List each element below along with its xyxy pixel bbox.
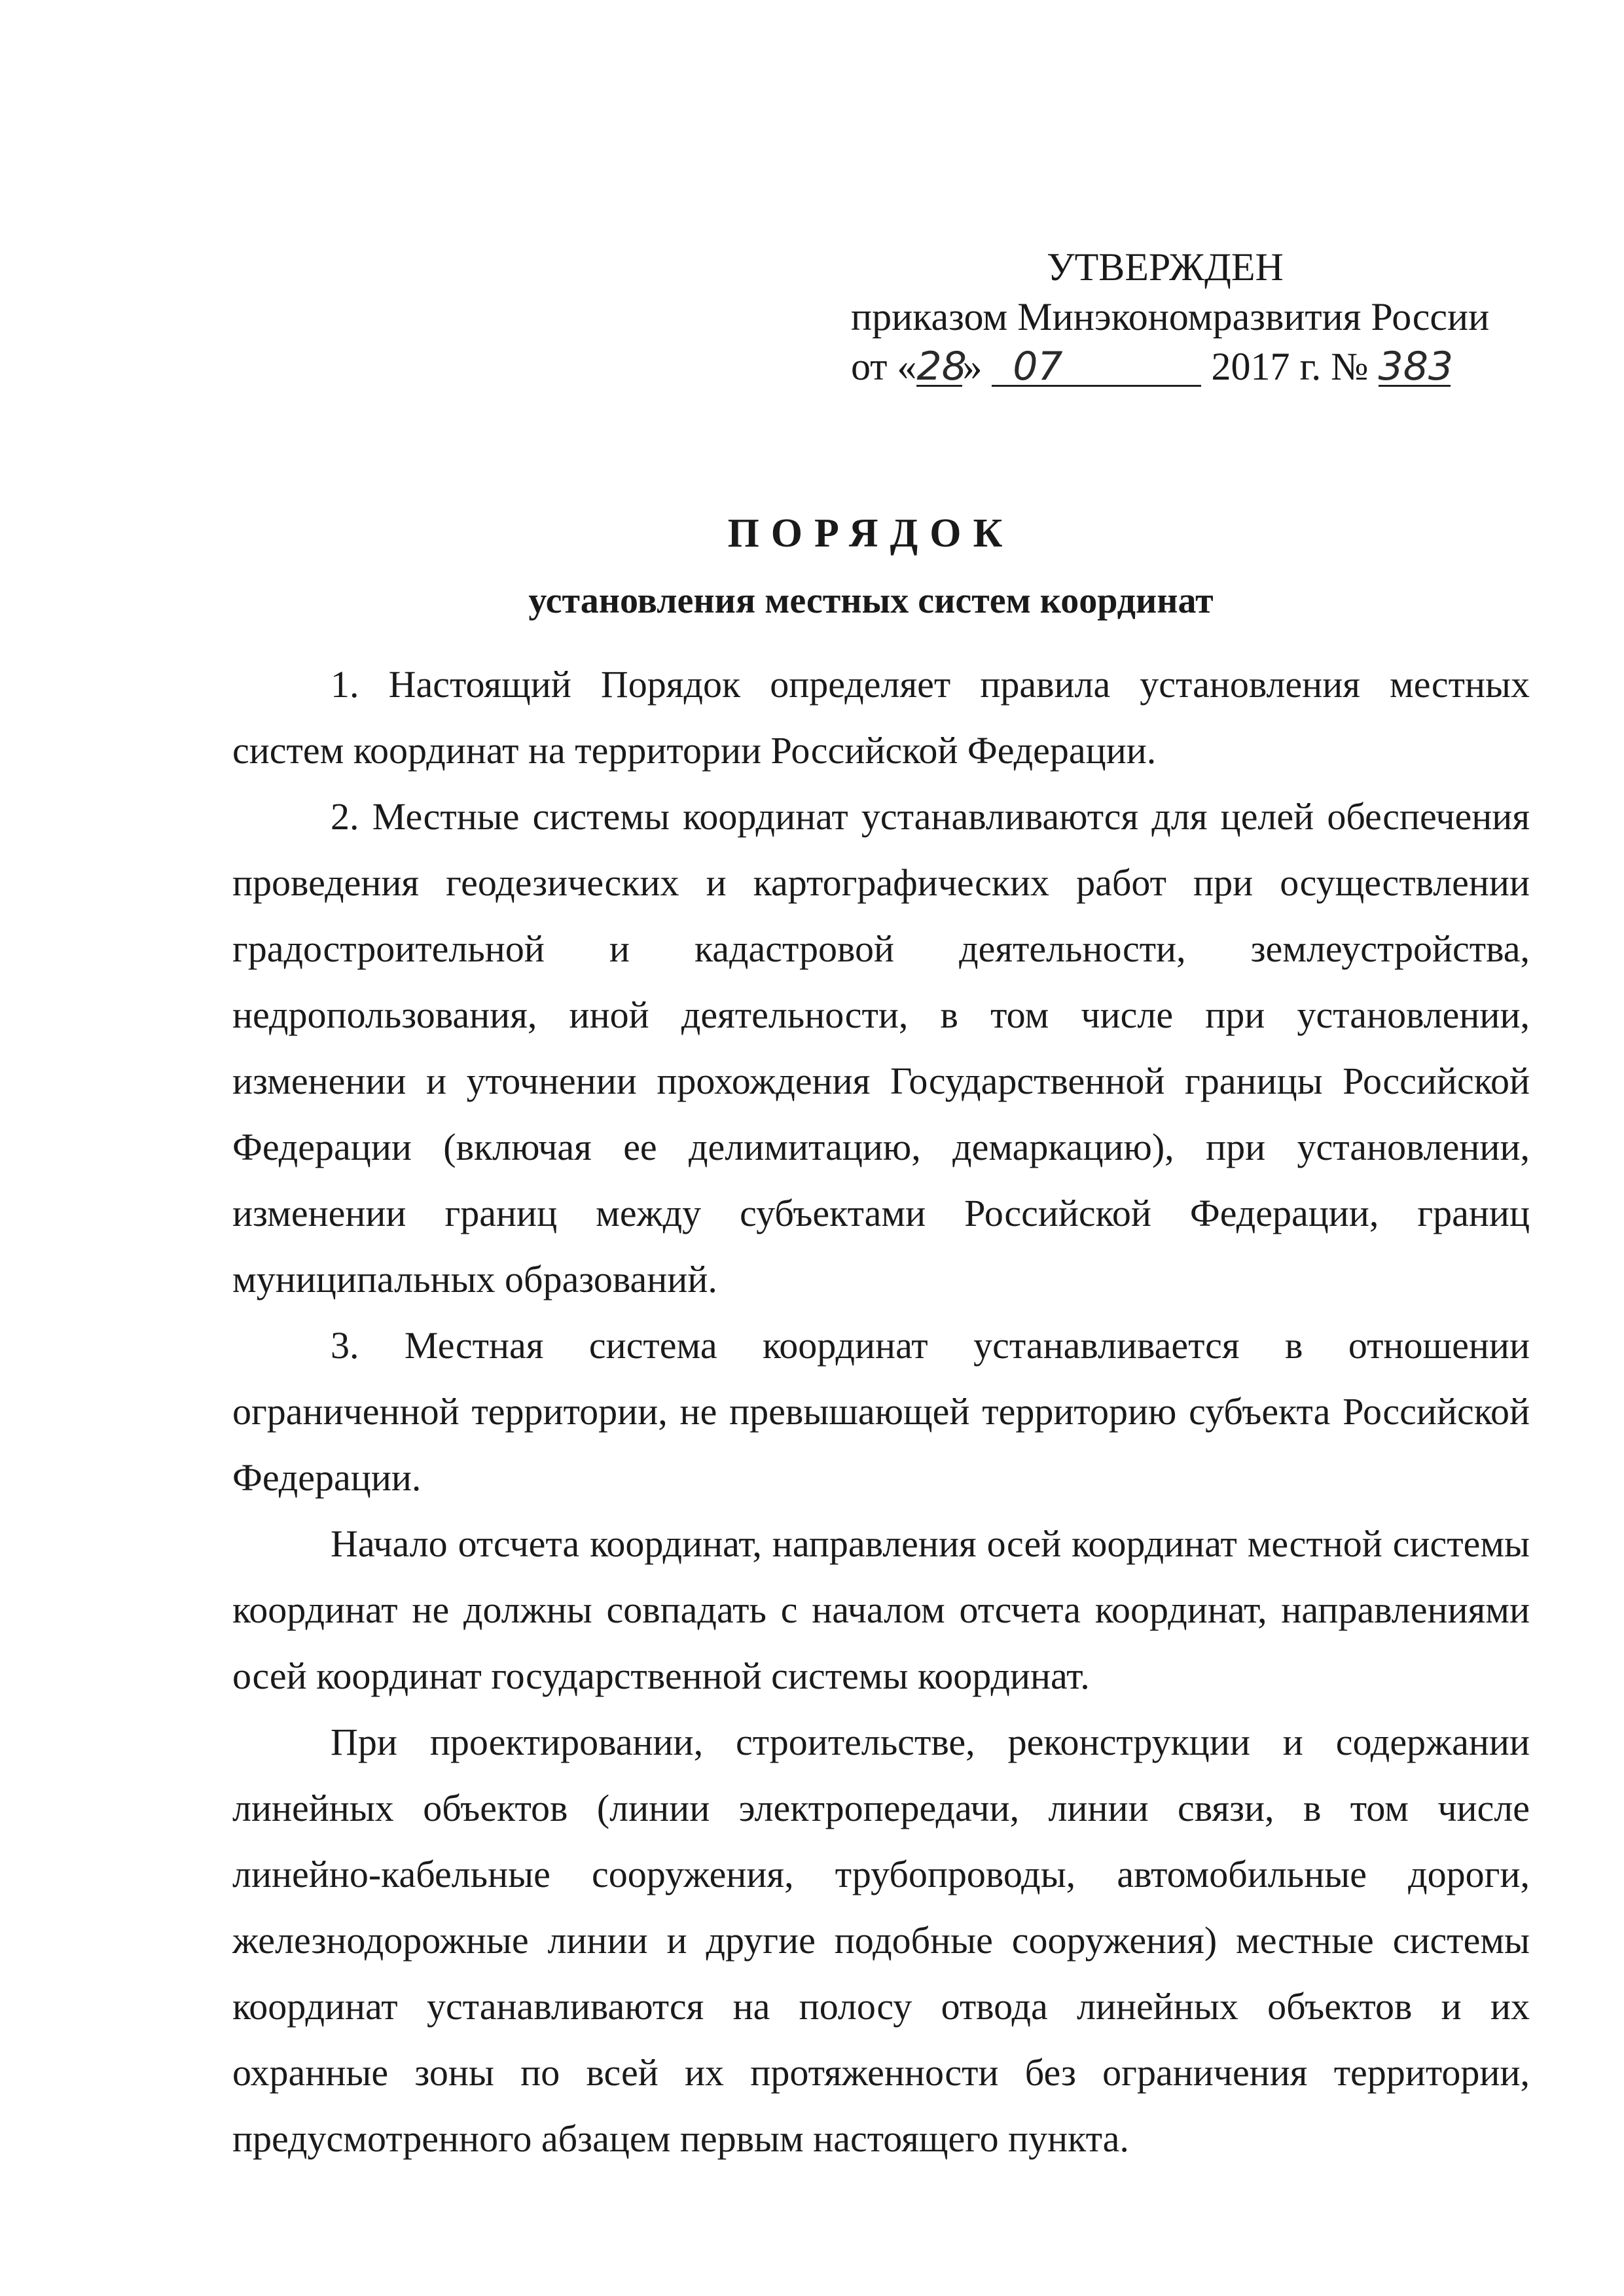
document-subtitle: установления местных систем координат [528, 581, 1214, 621]
paragraph-4: Начало отсчета координат, направления осей координат местной системы координат не должны совпадать с началом отсчета координат, направлениями осей координат государственной системы координат. [232, 1522, 1530, 1697]
approval-date-line [851, 342, 1492, 391]
document-body [232, 651, 1530, 2172]
paragraph-2: 2. Местные системы координат устанавливаются для целей обеспечения проведения геодезических и картографических работ при осуществлении градостроительной и кадастровой деятельности, землеустройства, недропользования, иной деятельности, в том числе при установлении, изменении и уточнении прохождения Государственной границы Российской Федерации (включая ее делимитацию, демаркацию), при установлении, изменении границ между субъектами Российской Федерации, границ муниципальных образований. [232, 795, 1530, 1300]
date-prefix: от « [851, 345, 917, 388]
day-blank [916, 344, 967, 389]
approval-title: УТВЕРЖДЕН [1047, 245, 1284, 289]
approval-order-line: приказом Минэкономразвития России [851, 295, 1490, 338]
approval-stamp [851, 242, 1492, 391]
quote-close: » [962, 345, 983, 388]
paragraph-3: 3. Местная система координат устанавливается в отношении ограниченной территории, не превышающей территорию субъекта Российской Федерации. [232, 1324, 1530, 1499]
month-blank [992, 344, 1201, 389]
year-number-label: 2017 г. № [1211, 345, 1369, 388]
handwritten-number: 383 [1378, 344, 1454, 389]
paragraph-5: При проектировании, строительстве, реконструкции и содержании линейных объектов (линии электропередачи, линии связи, в том числе линейно-кабельные сооружения, трубопроводы, автомобильные дороги, железнодорожные линии и другие подобные сооружения) местные системы координат устанавливаются на полосу отвода линейных объектов и их охранные зоны по всей их протяженности без ограничения территории, предусмотренного абзацем первым настоящего пункта. [232, 1721, 1530, 2160]
document-title-block [0, 504, 1624, 627]
handwritten-day: 28 [916, 344, 967, 389]
document-title: ПОРЯДОК [727, 511, 1015, 556]
number-blank [1378, 344, 1454, 389]
handwritten-month: 07 [1013, 344, 1063, 389]
paragraph-1: 1. Настоящий Порядок определяет правила установления местных систем координат на территории Российской Федерации. [232, 663, 1530, 772]
